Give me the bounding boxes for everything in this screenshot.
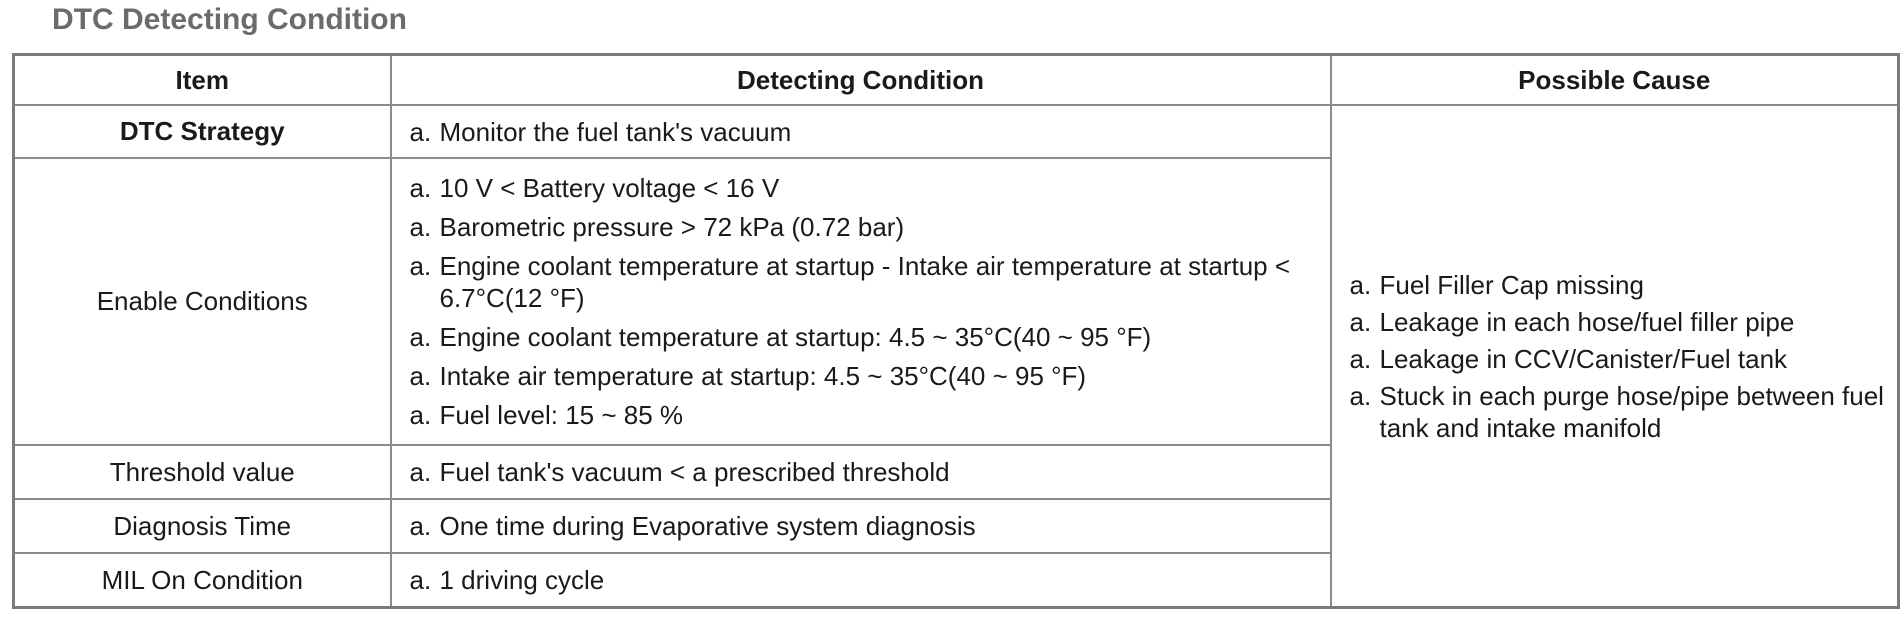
condition-text: Fuel tank's vacuum < a prescribed threshold xyxy=(439,457,950,487)
row-item-dtc-strategy: DTC Strategy xyxy=(14,105,391,158)
condition-text: 10 V < Battery voltage < 16 V xyxy=(439,173,780,203)
cause-item xyxy=(1350,269,1888,301)
cause-text: Leakage in CCV/Canister/Fuel tank xyxy=(1379,343,1788,374)
row-item-diagnosis-time: Diagnosis Time xyxy=(14,499,391,553)
condition-item xyxy=(410,456,1320,488)
cause-text: Fuel Filler Cap missing xyxy=(1379,269,1644,300)
condition-item xyxy=(410,399,1320,431)
condition-item xyxy=(410,250,1320,314)
condition-cell xyxy=(391,445,1331,499)
possible-cause-cell xyxy=(1331,105,1899,608)
table-header-row xyxy=(14,55,1899,106)
list-marker: a. xyxy=(409,400,432,430)
condition-text: Monitor the fuel tank's vacuum xyxy=(439,116,792,147)
condition-item xyxy=(410,564,1320,596)
condition-item xyxy=(410,116,1320,148)
list-marker: a. xyxy=(1349,343,1372,374)
table-row xyxy=(14,105,1899,158)
list-marker: a. xyxy=(1349,306,1372,337)
cause-item xyxy=(1350,343,1888,375)
condition-text: Fuel level: 15 ~ 85 % xyxy=(439,400,684,430)
condition-item xyxy=(410,172,1320,204)
list-marker: a. xyxy=(409,565,432,595)
list-marker: a. xyxy=(409,322,432,352)
cause-item xyxy=(1350,380,1888,444)
condition-item xyxy=(410,321,1320,353)
list-marker: a. xyxy=(409,212,432,242)
row-item-enable-conditions: Enable Conditions xyxy=(14,158,391,445)
list-marker: a. xyxy=(409,173,432,203)
condition-text: Barometric pressure > 72 kPa (0.72 bar) xyxy=(439,212,905,242)
condition-text: 1 driving cycle xyxy=(439,565,605,595)
condition-cell xyxy=(391,553,1331,608)
list-marker: a. xyxy=(409,116,432,147)
list-marker: a. xyxy=(409,361,432,391)
condition-text: One time during Evaporative system diagnosis xyxy=(439,511,976,541)
condition-cell xyxy=(391,105,1331,158)
condition-cell xyxy=(391,499,1331,553)
condition-text: Intake air temperature at startup: 4.5 ~ 35°C(40 ~ 95 °F) xyxy=(439,361,1087,391)
list-marker: a. xyxy=(1349,380,1372,411)
row-item-threshold-value: Threshold value xyxy=(14,445,391,499)
page-title: DTC Detecting Condition xyxy=(52,3,407,36)
list-marker: a. xyxy=(409,251,432,281)
condition-item xyxy=(410,510,1320,542)
condition-text: Engine coolant temperature at startup - Intake air temperature at startup < 6.7°C(12 °F) xyxy=(439,251,1291,313)
column-header-item: Item xyxy=(14,55,391,106)
condition-item xyxy=(410,360,1320,392)
row-item-mil-on-condition: MIL On Condition xyxy=(14,553,391,608)
condition-cell xyxy=(391,158,1331,445)
condition-item xyxy=(410,211,1320,243)
list-marker: a. xyxy=(409,511,432,541)
dtc-table xyxy=(12,53,1900,609)
cause-text: Leakage in each hose/fuel filler pipe xyxy=(1379,306,1795,337)
column-header-detecting-condition: Detecting Condition xyxy=(391,55,1331,106)
cause-item xyxy=(1350,306,1888,338)
cause-text: Stuck in each purge hose/pipe between fuel tank and intake manifold xyxy=(1379,380,1884,443)
column-header-possible-cause: Possible Cause xyxy=(1331,55,1899,106)
list-marker: a. xyxy=(1349,269,1372,300)
list-marker: a. xyxy=(409,457,432,487)
condition-text: Engine coolant temperature at startup: 4.5 ~ 35°C(40 ~ 95 °F) xyxy=(439,322,1152,352)
